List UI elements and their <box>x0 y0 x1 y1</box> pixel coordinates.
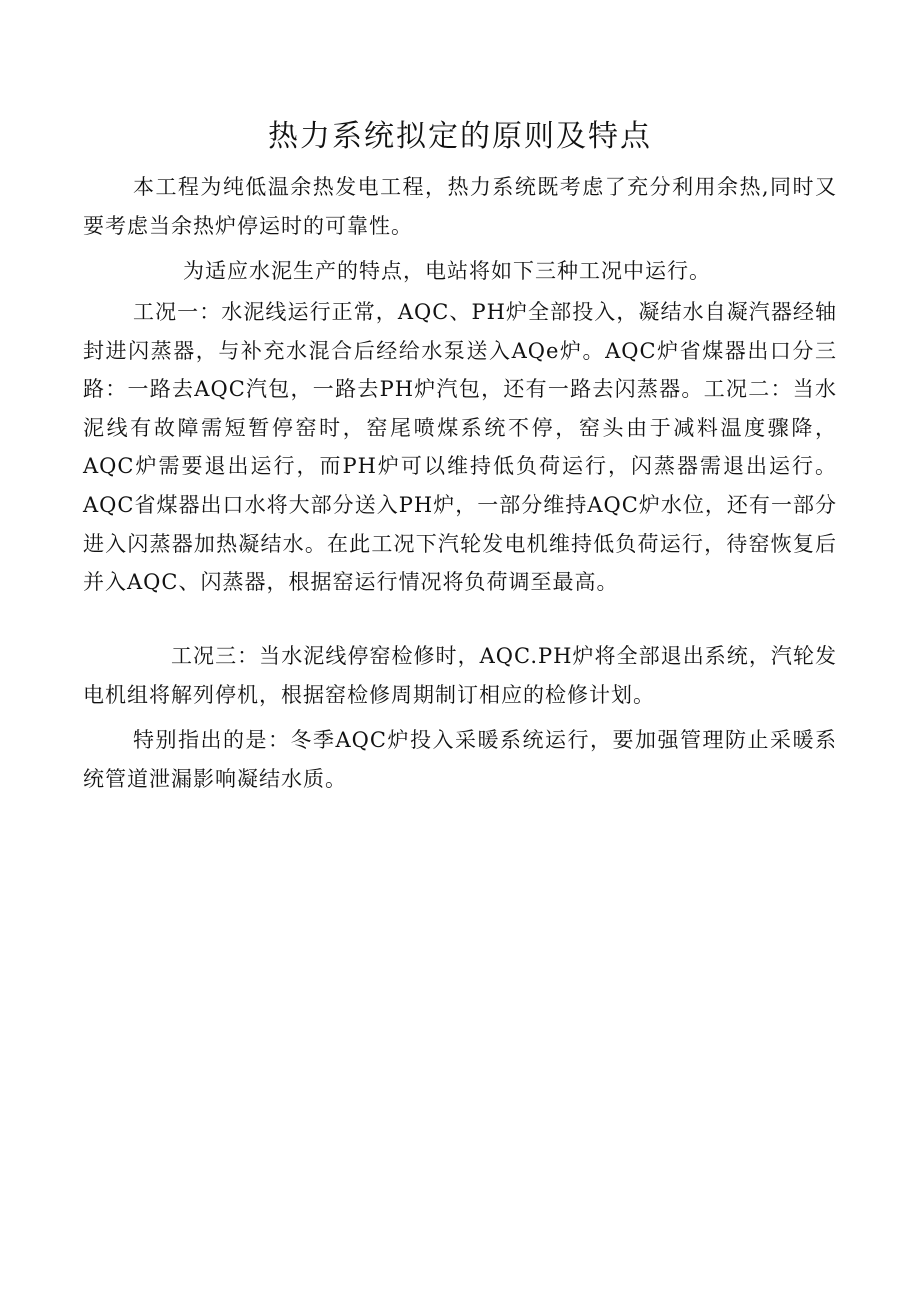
paragraph-intro: 本工程为纯低温余热发电工程，热力系统既考虑了充分利用余热,同时又要考虑当余热炉停运时的可靠性。 <box>83 175 837 238</box>
paragraph-condition-three: 工况三：当水泥线停窑检修时，AQC.PH炉将全部退出系统，汽轮发电机组将解列停机，根据窑检修周期制订相应的检修计划。 <box>83 644 837 707</box>
paragraph-special-note: 特别指出的是：冬季AQC炉投入采暖系统运行，要加强管理防止采暖系统管道泄漏影响凝结水质。 <box>83 728 837 791</box>
paragraph-conditions-summary: 为适应水泥生产的特点，电站将如下三种工况中运行。 <box>183 259 711 283</box>
document-title: 热力系统拟定的原则及特点 <box>268 119 652 154</box>
paragraph-condition-one-two: 工况一：水泥线运行正常，AQC、PH炉全部投入，凝结水自凝汽器经轴封进闪蒸器，与补充水混合后经给水泵送入AQe炉。AQC炉省煤器出口分三路：一路去AQC汽包，一路去PH炉汽包，还有一路去闪蒸器。工况二：当水泥线有故障需短暂停窑时，窑尾喷煤系统不停，窑头由于减料温度骤降，AQC炉需要退出运行，而PH炉可以维持低负荷运行，闪蒸器需退出运行。AQC省煤器出口水将大部分送入PH炉，一部分维持AQC炉水位，还有一部分进入闪蒸器加热凝结水。在此工况下汽轮发电机维持低负荷运行，待窑恢复后并入AQC、闪蒸器，根据窑运行情况将负荷调至最高。 <box>83 300 837 595</box>
